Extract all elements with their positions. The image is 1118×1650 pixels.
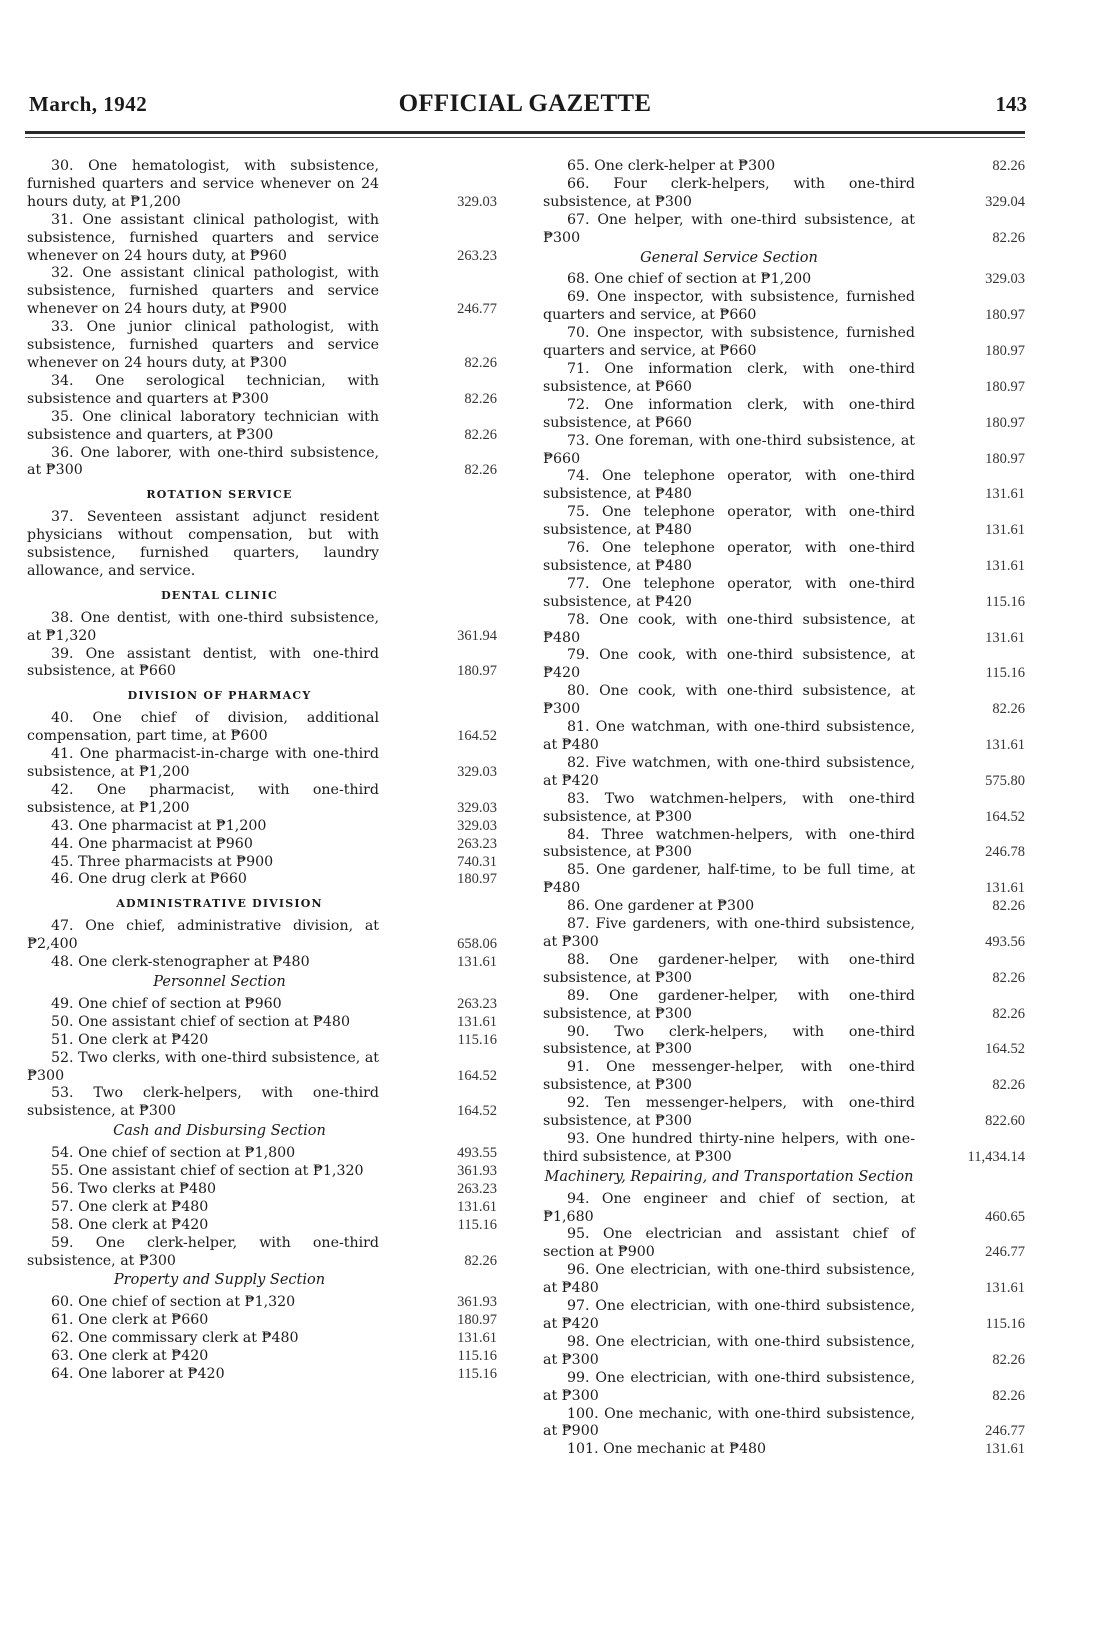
line-item-description: 76. One telephone operator, with one-third subsistence, at ₱480 — [543, 540, 915, 574]
line-item — [543, 988, 1025, 1024]
line-item-amount: 180.97 — [985, 450, 1025, 467]
line-item-description: 51. One clerk at ₱420 — [51, 1031, 209, 1048]
line-item — [27, 746, 512, 782]
line-item — [543, 504, 1025, 540]
line-item-description: 97. One electrician, with one-third subsistence, at ₱420 — [543, 1298, 915, 1332]
line-item — [27, 1145, 512, 1163]
line-item-amount: 180.97 — [985, 378, 1025, 395]
line-item-amount: 82.26 — [992, 898, 1025, 915]
line-item — [543, 1024, 1025, 1060]
line-item-amount: 115.16 — [985, 593, 1025, 610]
line-item — [543, 1334, 1025, 1370]
line-item-description: 62. One commissary clerk at ₱480 — [51, 1330, 299, 1347]
subsection-heading: General Service Section — [640, 249, 818, 266]
section-heading: DIVISION OF PHARMACY — [127, 689, 312, 703]
line-item — [27, 1199, 512, 1217]
line-item-amount: 164.52 — [457, 728, 497, 745]
line-item-description: 77. One telephone operator, with one-third subsistence, at ₱420 — [543, 575, 915, 610]
line-item-description: 69. One inspector, with subsistence, furnished quarters and service, at ₱660 — [543, 289, 915, 324]
line-item-amount: 82.26 — [464, 1252, 497, 1269]
line-item-description: 47. One chief, administrative division, at ₱2,400 — [27, 918, 379, 953]
line-item — [543, 1406, 1025, 1442]
line-item-description: 52. Two clerks, with one-third subsistence, at ₱300 — [27, 1049, 379, 1084]
line-item-description: 39. One assistant dentist, with one-third subsistence, at ₱660 — [27, 645, 379, 680]
line-item-description: 66. Four clerk-helpers, with one-third subsistence, at ₱300 — [543, 175, 915, 210]
line-item-description: 94. One engineer and chief of section, at ₱1,680 — [543, 1190, 915, 1225]
line-item-description: 99. One electrician, with one-third subsistence, at ₱300 — [543, 1369, 915, 1404]
line-item-amount: 131.61 — [985, 522, 1025, 539]
line-item-amount: 131.61 — [985, 880, 1025, 897]
line-item-description: 56. Two clerks at ₱480 — [51, 1180, 217, 1197]
line-item-amount: 180.97 — [985, 307, 1025, 324]
line-item-amount: 329.03 — [457, 193, 497, 210]
line-item-amount: 180.97 — [985, 343, 1025, 360]
line-item-description: 60. One chief of section at ₱1,320 — [51, 1294, 296, 1311]
line-item-description: 36. One laborer, with one-third subsistence, at ₱300 — [27, 444, 379, 479]
line-item-description: 98. One electrician, with one-third subsistence, at ₱300 — [543, 1333, 915, 1368]
line-item — [543, 1370, 1025, 1406]
line-item — [543, 791, 1025, 827]
line-item-description: 48. One clerk-stenographer at ₱480 — [51, 954, 310, 971]
line-item — [27, 610, 512, 646]
line-item-description: 57. One clerk at ₱480 — [51, 1198, 209, 1215]
section-heading: ROTATION SERVICE — [146, 488, 293, 502]
line-item-amount: 263.23 — [457, 835, 497, 852]
line-item-amount: 82.26 — [992, 1077, 1025, 1094]
line-item-description: 49. One chief of section at ₱960 — [51, 995, 282, 1012]
line-item-amount: 82.26 — [992, 229, 1025, 246]
line-item — [543, 1262, 1025, 1298]
line-item-description: 42. One pharmacist, with one-third subsistence, at ₱1,200 — [27, 781, 379, 816]
line-item — [27, 836, 512, 854]
line-item — [27, 1163, 512, 1181]
line-item-amount: 131.61 — [457, 1013, 497, 1030]
left-column — [27, 158, 512, 1384]
line-item-amount: 131.61 — [457, 954, 497, 971]
line-item-description: 38. One dentist, with one-third subsistence, at ₱1,320 — [27, 609, 379, 644]
line-item-description: 31. One assistant clinical pathologist, with subsistence, furnished quarters and service whenever on 24 hours duty, at ₱960 — [27, 211, 379, 264]
subsection-heading: Cash and Disbursing Section — [113, 1123, 326, 1140]
line-item-amount: 82.26 — [992, 969, 1025, 986]
line-item-amount: 115.16 — [457, 1366, 497, 1382]
line-item — [27, 871, 512, 889]
line-item-amount: 82.26 — [992, 1387, 1025, 1404]
line-item-description: 34. One serological technician, with subsistence and quarters at ₱300 — [27, 372, 379, 407]
line-item-description: 55. One assistant chief of section at ₱1,320 — [51, 1163, 364, 1180]
line-item-description: 33. One junior clinical pathologist, with subsistence, furnished quarters and service whenever on 24 hours duty, at ₱300 — [27, 319, 379, 371]
line-item — [543, 862, 1025, 898]
subsection-heading: Machinery, Repairing, and Transportation Section — [544, 1168, 914, 1185]
line-item-description: 92. Ten messenger-helpers, with one-third subsistence, at ₱300 — [543, 1095, 915, 1130]
header-rule — [25, 131, 1025, 134]
line-item-amount: 329.03 — [457, 817, 497, 834]
line-item-description: 101. One mechanic at ₱480 — [567, 1441, 767, 1458]
line-item-amount: 164.52 — [457, 1103, 497, 1120]
line-item-amount: 246.77 — [985, 1423, 1025, 1440]
line-item-amount: 263.23 — [457, 1180, 497, 1197]
line-item-description: 35. One clinical laboratory technician with subsistence and quarters, at ₱300 — [27, 408, 379, 443]
line-item — [27, 1312, 512, 1330]
line-item — [543, 1226, 1025, 1262]
line-item — [27, 918, 512, 954]
line-item-amount: 131.61 — [985, 1441, 1025, 1458]
line-item-description: 70. One inspector, with subsistence, furnished quarters and service, at ₱660 — [543, 325, 915, 360]
line-item — [543, 176, 1025, 212]
line-item — [543, 683, 1025, 719]
line-item-amount: 131.61 — [457, 1198, 497, 1215]
line-item-amount: 263.23 — [457, 995, 497, 1012]
line-item — [27, 1330, 512, 1348]
line-item-description: 83. Two watchmen-helpers, with one-third subsistence, at ₱300 — [543, 790, 915, 825]
line-item-description: 85. One gardener, half-time, to be full time, at ₱480 — [543, 862, 915, 897]
line-item-description: 32. One assistant clinical pathologist, with subsistence, furnished quarters and service whenever on 24 hours duty, at ₱900 — [27, 265, 379, 318]
line-item-amount: 361.94 — [457, 627, 497, 644]
subsection-heading: Property and Supply Section — [113, 1272, 326, 1289]
line-item-description: 63. One clerk at ₱420 — [51, 1348, 209, 1365]
line-item — [543, 898, 1025, 916]
line-item-description: 84. Three watchmen-helpers, with one-third subsistence, at ₱300 — [543, 826, 915, 861]
right-column — [543, 158, 1025, 1459]
line-item-description: 64. One laborer at ₱420 — [51, 1366, 225, 1382]
line-item-amount: 263.23 — [457, 247, 497, 264]
line-item — [543, 397, 1025, 433]
line-item-amount: 329.03 — [457, 764, 497, 780]
line-item — [27, 954, 512, 972]
line-item-amount: 131.61 — [457, 1330, 497, 1347]
line-item — [543, 1298, 1025, 1334]
line-item — [27, 409, 512, 445]
line-item-description: 45. Three pharmacists at ₱900 — [51, 853, 274, 870]
line-item — [27, 996, 512, 1014]
line-item-amount: 82.26 — [464, 426, 497, 443]
line-item-amount: 82.26 — [992, 1005, 1025, 1022]
line-item-description: 68. One chief of section at ₱1,200 — [567, 271, 812, 288]
line-item-amount: 246.78 — [985, 844, 1025, 861]
line-item-description: 79. One cook, with one-third subsistence, at ₱420 — [543, 647, 915, 682]
line-item-description: 80. One cook, with one-third subsistence, at ₱300 — [543, 683, 915, 718]
line-item — [543, 952, 1025, 988]
line-item-description: 65. One clerk-helper at ₱300 — [567, 158, 776, 174]
line-item — [27, 1181, 512, 1199]
line-item — [27, 265, 512, 319]
line-item — [543, 271, 1025, 289]
line-item-description: 86. One gardener at ₱300 — [567, 898, 755, 915]
line-item — [543, 289, 1025, 325]
line-item-amount: 329.04 — [985, 193, 1025, 210]
line-item-description: 95. One electrician and assistant chief of section at ₱900 — [543, 1226, 915, 1261]
line-item — [27, 509, 512, 581]
line-item-description: 91. One messenger-helper, with one-third subsistence, at ₱300 — [543, 1059, 915, 1094]
header-date: March, 1942 — [29, 92, 148, 116]
line-item-description: 40. One chief of division, additional compensation, part time, at ₱600 — [27, 710, 379, 745]
line-item-amount: 131.61 — [985, 629, 1025, 646]
line-item-description: 82. Five watchmen, with one-third subsistence, at ₱420 — [543, 754, 915, 789]
line-item-amount: 180.97 — [457, 1312, 497, 1329]
line-item-amount: 131.61 — [985, 486, 1025, 503]
line-item-amount: 361.93 — [457, 1294, 497, 1311]
line-item-description: 72. One information clerk, with one-third subsistence, at ₱660 — [543, 396, 915, 431]
line-item-amount: 164.52 — [985, 1041, 1025, 1058]
line-item — [27, 1348, 512, 1366]
line-item-description: 41. One pharmacist-in-charge with one-third subsistence, at ₱1,200 — [27, 746, 379, 780]
line-item — [27, 319, 512, 373]
line-item-amount: 493.56 — [985, 933, 1025, 950]
line-item — [543, 755, 1025, 791]
line-item — [543, 212, 1025, 248]
line-item-amount: 329.03 — [457, 799, 497, 816]
line-item — [543, 719, 1025, 755]
line-item-description: 75. One telephone operator, with one-third subsistence, at ₱480 — [543, 504, 915, 539]
line-item-amount: 180.97 — [985, 414, 1025, 431]
line-item — [27, 1050, 512, 1086]
line-item-amount: 740.31 — [457, 853, 497, 870]
header-title: OFFICIAL GAZETTE — [398, 90, 652, 117]
line-item-description: 53. Two clerk-helpers, with one-third subsistence, at ₱300 — [27, 1085, 379, 1120]
page-number: 143 — [995, 92, 1027, 116]
line-item — [27, 1294, 512, 1312]
line-item — [27, 1032, 512, 1050]
line-item-description: 78. One cook, with one-third subsistence, at ₱480 — [543, 611, 915, 646]
line-item — [543, 647, 1025, 683]
line-item-description: 67. One helper, with one-third subsistence, at ₱300 — [543, 211, 915, 246]
line-item-amount: 164.52 — [457, 1067, 497, 1084]
line-item — [27, 782, 512, 818]
line-item-description: 96. One electrician, with one-third subsistence, at ₱480 — [543, 1262, 915, 1297]
line-item-description: 93. One hundred thirty-nine helpers, with one-third subsistence, at ₱300 — [543, 1130, 915, 1165]
line-item-description: 100. One mechanic, with one-third subsistence, at ₱900 — [543, 1405, 915, 1440]
line-item-amount: 246.77 — [985, 1244, 1025, 1261]
line-item — [543, 1095, 1025, 1131]
section-heading: DENTAL CLINIC — [161, 588, 278, 602]
line-item — [27, 1366, 512, 1384]
line-item-description: 73. One foreman, with one-third subsistence, at ₱660 — [543, 432, 915, 467]
line-item-amount: 11,434.14 — [967, 1148, 1025, 1165]
line-item-amount: 180.97 — [457, 871, 497, 888]
line-item-amount: 575.80 — [985, 772, 1025, 789]
page-header — [25, 88, 1025, 124]
line-item-amount: 82.26 — [992, 1351, 1025, 1368]
line-item — [27, 1085, 512, 1121]
line-item-description: 59. One clerk-helper, with one-third subsistence, at ₱300 — [27, 1234, 379, 1269]
line-item — [27, 1235, 512, 1271]
line-item-amount: 131.61 — [985, 557, 1025, 574]
line-item-amount: 115.16 — [457, 1216, 497, 1233]
line-item — [543, 1059, 1025, 1095]
line-item — [543, 540, 1025, 576]
line-item-amount: 246.77 — [457, 301, 497, 318]
line-item-amount: 115.16 — [985, 665, 1025, 682]
line-item-amount: 131.61 — [985, 737, 1025, 753]
section-heading: ADMINISTRATIVE DIVISION — [116, 897, 323, 911]
line-item-amount: 180.97 — [457, 663, 497, 680]
line-item — [543, 361, 1025, 397]
line-item-amount: 460.65 — [985, 1208, 1025, 1225]
line-item-amount: 658.06 — [457, 936, 497, 953]
line-item-amount: 115.16 — [985, 1316, 1025, 1332]
line-item-description: 43. One pharmacist at ₱1,200 — [51, 817, 267, 834]
line-item — [543, 1191, 1025, 1227]
line-item-amount: 361.93 — [457, 1163, 497, 1180]
line-item — [27, 1014, 512, 1032]
line-item — [543, 468, 1025, 504]
header-rule-thin — [25, 137, 1025, 138]
line-item — [543, 158, 1025, 176]
line-item-amount: 131.61 — [985, 1280, 1025, 1297]
line-item-amount: 82.26 — [464, 462, 497, 479]
line-item — [543, 325, 1025, 361]
line-item-description: 88. One gardener-helper, with one-third subsistence, at ₱300 — [543, 951, 915, 986]
line-item — [543, 1131, 1025, 1167]
line-item-amount: 493.55 — [457, 1145, 497, 1162]
subsection-heading: Personnel Section — [153, 973, 286, 990]
line-item-description: 87. Five gardeners, with one-third subsistence, at ₱300 — [543, 916, 915, 950]
line-item — [27, 212, 512, 266]
line-item-description: 37. Seventeen assistant adjunct resident physicians without compensation, but with subsistence, furnished quarters, laundry allowance, and service. — [27, 509, 379, 579]
line-item-description: 50. One assistant chief of section at ₱480 — [51, 1013, 350, 1030]
line-item-description: 46. One drug clerk at ₱660 — [51, 871, 247, 888]
line-item — [543, 433, 1025, 469]
line-item-description: 30. One hematologist, with subsistence, furnished quarters and service whenever on 24 hours duty, at ₱1,200 — [27, 158, 379, 210]
line-item-amount: 82.26 — [464, 354, 497, 371]
line-item — [27, 854, 512, 872]
line-item-description: 54. One chief of section at ₱1,800 — [51, 1145, 296, 1162]
line-item-amount: 82.26 — [992, 701, 1025, 718]
line-item — [543, 576, 1025, 612]
line-item — [27, 710, 512, 746]
line-item — [543, 827, 1025, 863]
line-item — [543, 916, 1025, 952]
line-item-description: 89. One gardener-helper, with one-third subsistence, at ₱300 — [543, 987, 915, 1022]
line-item — [543, 612, 1025, 648]
line-item — [27, 818, 512, 836]
line-item — [27, 646, 512, 682]
line-item-description: 61. One clerk at ₱660 — [51, 1312, 209, 1329]
line-item — [27, 373, 512, 409]
line-item-amount: 329.03 — [985, 271, 1025, 288]
line-item-description: 90. Two clerk-helpers, with one-third subsistence, at ₱300 — [543, 1023, 915, 1058]
line-item — [543, 1441, 1025, 1459]
line-item-amount: 115.16 — [457, 1348, 497, 1365]
line-item-amount: 82.26 — [992, 158, 1025, 174]
line-item-amount: 822.60 — [985, 1113, 1025, 1130]
line-item — [27, 158, 512, 212]
line-item-description: 74. One telephone operator, with one-third subsistence, at ₱480 — [543, 468, 915, 503]
line-item-amount: 82.26 — [464, 390, 497, 407]
line-item-description: 58. One clerk at ₱420 — [51, 1216, 209, 1233]
line-item-description: 71. One information clerk, with one-third subsistence, at ₱660 — [543, 360, 915, 395]
line-item-amount: 164.52 — [985, 808, 1025, 825]
line-item — [27, 1217, 512, 1235]
line-item-amount: 115.16 — [457, 1031, 497, 1048]
line-item-description: 44. One pharmacist at ₱960 — [51, 835, 253, 852]
line-item-description: 81. One watchman, with one-third subsistence, at ₱480 — [543, 719, 915, 753]
line-item — [27, 445, 512, 481]
